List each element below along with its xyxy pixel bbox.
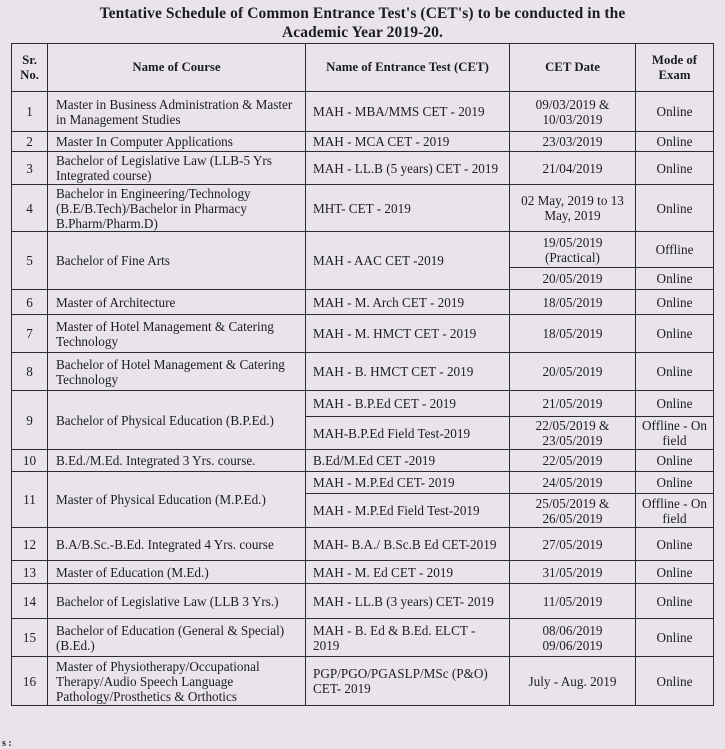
table-row — [12, 584, 714, 619]
test-cell: MHT- CET - 2019 — [306, 185, 510, 232]
date-cell: 22/05/2019 — [510, 450, 636, 472]
mode-cell: Online — [636, 657, 714, 706]
header-mode: Mode of Exam — [636, 44, 714, 92]
title-line-2: Academic Year 2019-20. — [281, 24, 444, 41]
table-row — [12, 92, 714, 132]
table-row — [12, 657, 714, 706]
test-cell: MAH- B.A./ B.Sc.B Ed CET-2019 — [306, 528, 510, 561]
date-cell: 18/05/2019 — [510, 315, 636, 353]
sr-no-cell: 16 — [12, 657, 48, 706]
mode-cell: Online — [636, 185, 714, 232]
course-cell: Master In Computer Applications — [48, 132, 306, 152]
sr-no-cell: 1 — [12, 92, 48, 132]
sr-no-cell: 7 — [12, 315, 48, 353]
date-cell: 23/03/2019 — [510, 132, 636, 152]
course-cell: Master of Architecture — [48, 290, 306, 315]
table-row — [12, 528, 714, 561]
test-cell: MAH - M. Ed CET - 2019 — [306, 561, 510, 584]
table-body — [12, 92, 714, 706]
footnote: s : — [2, 738, 12, 749]
mode-cell: Online — [636, 290, 714, 315]
test-cell: MAH - M.P.Ed CET- 2019 — [306, 472, 510, 494]
mode-cell: Online — [636, 528, 714, 561]
course-cell: Bachelor of Physical Education (B.P.Ed.) — [48, 391, 306, 450]
header-course: Name of Course — [48, 44, 306, 92]
test-cell: MAH - AAC CET -2019 — [306, 232, 510, 290]
mode-cell: Online — [636, 450, 714, 472]
test-cell: B.Ed/M.Ed CET -2019 — [306, 450, 510, 472]
mode-cell: Online — [636, 92, 714, 132]
test-cell: MAH - B. Ed & B.Ed. ELCT - 2019 — [306, 619, 510, 657]
mode-cell: Online — [636, 268, 714, 290]
date-cell: 31/05/2019 — [510, 561, 636, 584]
course-cell: Bachelor of Legislative Law (LLB-5 Yrs Integrated course) — [48, 152, 306, 185]
course-cell: Bachelor in Engineering/Technology (B.E/B.Tech)/Bachelor in Pharmacy B.Pharm/Pharm.D) — [48, 185, 306, 232]
course-cell: Master of Physical Education (M.P.Ed.) — [48, 472, 306, 528]
test-cell: MAH - B. HMCT CET - 2019 — [306, 353, 510, 391]
sr-no-cell: 10 — [12, 450, 48, 472]
course-cell: Bachelor of Education (General & Special) (B.Ed.) — [48, 619, 306, 657]
course-cell: Master of Physiotherapy/Occupational Therapy/Audio Speech Language Pathology/Prosthetics & Orthotics — [48, 657, 306, 706]
table-row — [12, 561, 714, 584]
date-cell: 25/05/2019 & 26/05/2019 — [510, 494, 636, 528]
test-cell: MAH - MBA/MMS CET - 2019 — [306, 92, 510, 132]
sr-no-cell: 11 — [12, 472, 48, 528]
date-cell: 22/05/2019 & 23/05/2019 — [510, 417, 636, 450]
test-cell: PGP/PGO/PGASLP/MSc (P&O) CET- 2019 — [306, 657, 510, 706]
document-title — [0, 0, 725, 41]
mode-cell: Online — [636, 472, 714, 494]
date-cell: 09/03/2019 & 10/03/2019 — [510, 92, 636, 132]
sr-no-cell: 3 — [12, 152, 48, 185]
header-row — [12, 44, 714, 92]
mode-cell: Online — [636, 561, 714, 584]
sr-no-cell: 2 — [12, 132, 48, 152]
sr-no-cell: 5 — [12, 232, 48, 290]
title-line-1: Tentative Schedule of Common Entrance Test's (CET's) to be conducted in the — [99, 5, 626, 22]
course-cell: Bachelor of Hotel Management & Catering Technology — [48, 353, 306, 391]
date-cell: 20/05/2019 — [510, 353, 636, 391]
cet-schedule-table — [11, 43, 714, 706]
table-row — [12, 472, 714, 494]
mode-cell: Offline - On field — [636, 494, 714, 528]
table-row — [12, 619, 714, 657]
table-row — [12, 290, 714, 315]
mode-cell: Online — [636, 132, 714, 152]
test-cell: MAH - M.P.Ed Field Test-2019 — [306, 494, 510, 528]
date-cell: 24/05/2019 — [510, 472, 636, 494]
course-cell: Master of Education (M.Ed.) — [48, 561, 306, 584]
table-row — [12, 315, 714, 353]
course-cell: B.A/B.Sc.-B.Ed. Integrated 4 Yrs. course — [48, 528, 306, 561]
date-cell: 20/05/2019 — [510, 268, 636, 290]
table-row — [12, 450, 714, 472]
date-cell: 18/05/2019 — [510, 290, 636, 315]
sr-no-cell: 15 — [12, 619, 48, 657]
sr-no-cell: 13 — [12, 561, 48, 584]
header-sr-no: Sr. No. — [12, 44, 48, 92]
mode-cell: Offline - On field — [636, 417, 714, 450]
mode-cell: Online — [636, 315, 714, 353]
test-cell: MAH - MCA CET - 2019 — [306, 132, 510, 152]
test-cell: MAH - M. Arch CET - 2019 — [306, 290, 510, 315]
mode-cell: Offline — [636, 232, 714, 268]
date-cell: 21/04/2019 — [510, 152, 636, 185]
sr-no-cell: 4 — [12, 185, 48, 232]
date-cell: 27/05/2019 — [510, 528, 636, 561]
date-cell: 21/05/2019 — [510, 391, 636, 417]
test-cell: MAH - LL.B (3 years) CET- 2019 — [306, 584, 510, 619]
date-cell: 19/05/2019 (Practical) — [510, 232, 636, 268]
test-cell: MAH - M. HMCT CET - 2019 — [306, 315, 510, 353]
course-cell: Bachelor of Fine Arts — [48, 232, 306, 290]
table-row — [12, 391, 714, 417]
test-cell: MAH - B.P.Ed CET - 2019 — [306, 391, 510, 417]
date-cell: July - Aug. 2019 — [510, 657, 636, 706]
test-cell: MAH-B.P.Ed Field Test-2019 — [306, 417, 510, 450]
course-cell: Bachelor of Legislative Law (LLB 3 Yrs.) — [48, 584, 306, 619]
course-cell: Master of Hotel Management & Catering Technology — [48, 315, 306, 353]
table-row — [12, 232, 714, 268]
mode-cell: Online — [636, 619, 714, 657]
mode-cell: Online — [636, 584, 714, 619]
mode-cell: Online — [636, 391, 714, 417]
table-row — [12, 132, 714, 152]
sr-no-cell: 6 — [12, 290, 48, 315]
table-row — [12, 353, 714, 391]
mode-cell: Online — [636, 152, 714, 185]
table-row — [12, 185, 714, 232]
date-cell: 02 May, 2019 to 13 May, 2019 — [510, 185, 636, 232]
table-row — [12, 152, 714, 185]
sr-no-cell: 14 — [12, 584, 48, 619]
header-test: Name of Entrance Test (CET) — [306, 44, 510, 92]
sr-no-cell: 9 — [12, 391, 48, 450]
date-cell: 11/05/2019 — [510, 584, 636, 619]
course-cell: Master in Business Administration & Master in Management Studies — [48, 92, 306, 132]
date-cell: 08/06/2019 09/06/2019 — [510, 619, 636, 657]
mode-cell: Online — [636, 353, 714, 391]
sr-no-cell: 12 — [12, 528, 48, 561]
header-date: CET Date — [510, 44, 636, 92]
course-cell: B.Ed./M.Ed. Integrated 3 Yrs. course. — [48, 450, 306, 472]
sr-no-cell: 8 — [12, 353, 48, 391]
test-cell: MAH - LL.B (5 years) CET - 2019 — [306, 152, 510, 185]
